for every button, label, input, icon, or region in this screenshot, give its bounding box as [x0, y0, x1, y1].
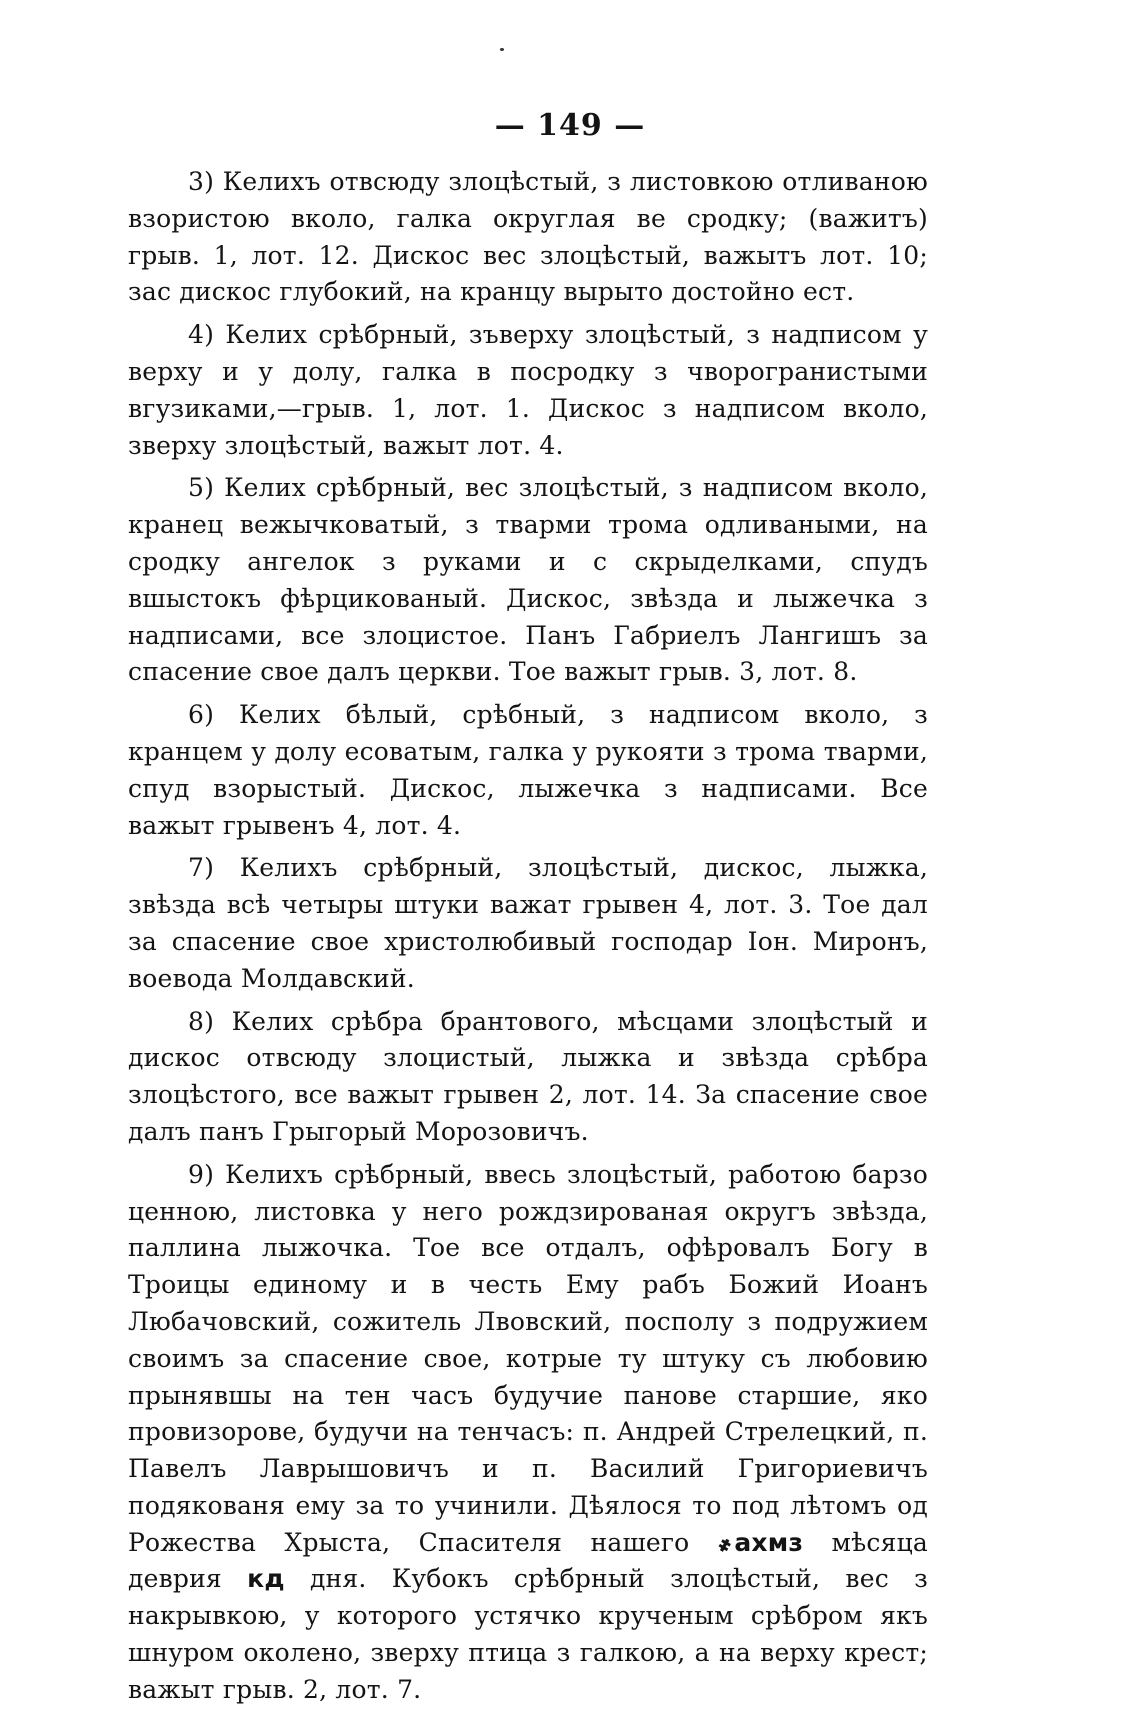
entry-9-day-numerals: кд — [247, 1564, 285, 1594]
print-speck — [500, 48, 504, 51]
entry-7: 7) Келихъ срѣбрный, злоцѣстый, дискос, лыжка, звѣзда всѣ четыры штуки важат грывен 4, лот. 3. Тое дал за спасение свое христолюбивый господар Іон. Миронъ, воевода Молдавский. — [128, 853, 928, 993]
entry-9-text-before: 9) Келихъ срѣбрный, ввесь злоцѣстый, работою барзо ценною, листовка у него рождзированая округъ звѣзда, паллина лыжочка. Тое все отдалъ, офѣровалъ Богу в Троицы единому и в честь Ему рабъ Божий Иоанъ Любачовский, сожитель Лвовский, посполу з подружием своимъ за спасение свое, котрые ту штуку съ любовию прынявшы на тен часъ будучие панове старшие, яко провизорове, будучи на тенчасъ: п. Андрей Стрелецкий, п. Павелъ Лаврышовичъ и п. Василий Григориевичъ подякованя ему за то учинили. Дѣялося то под лѣтомъ од Рожества Хрыста, Спасителя нашего — [128, 1159, 928, 1557]
entry-3: 3) Келихъ отвсюду злоцѣстый, з листовкою отливаною взористою вколо, галка округлая ве сродку; (важитъ) грыв. 1, лот. 12. Дискос вес злоцѣстый, важытъ лот. 10; зас дискос глубокий, на кранцу вырыто достойно ест. — [128, 167, 928, 307]
entry-8: 8) Келих срѣбра брантового, мѣсцами злоцѣстый и дискос отвсюду злоцистый, лыжка и звѣзда срѣбра злоцѣстого, все важыт грывен 2, лот. 14. За спасение свое далъ панъ Грыгорый Морозовичъ. — [128, 1006, 928, 1146]
entry-4: 4) Келих срѣбрный, зъверху злоцѣстый, з надписом у верху и у долу, галка в посродку з чворогранистыми вгузиками,—грыв. 1, лот. 1. Дискос з надписом вколо, зверху злоцѣстый, важыт лот. 4. — [128, 320, 928, 460]
entry-9-text-middle: мѣсяца деврия — [128, 1527, 928, 1594]
entry-9 — [128, 1157, 928, 1709]
entry-6: 6) Келих бѣлый, срѣбный, з надписом вколо, з кранцем у долу есоватым, галка у рукояти з трома тварми, спуд взорыстый. Дискос, лыжечка з надписами. Все важыт грывенъ 4, лот. 4. — [128, 700, 928, 840]
entry-5: 5) Келих срѣбрный, вес злоцѣстый, з надписом вколо, кранец вежычковатый, з тварми трома одливаными, на сродку ангелок з руками и с скрыделками, спудъ вшыстокъ фѣрцикованый. Дискос, звѣзда и лыжечка з надписами, все злоцистое. Панъ Габриелъ Лангишъ за спасение свое далъ церкви. Тое важыт грыв. 3, лот. 8. — [128, 473, 928, 687]
entry-9-year-numerals: ҂ахмз — [717, 1527, 804, 1557]
entry-9-text-after: дня. Кубокъ срѣбрный злоцѣстый, вес з накрывкою, у которого устячко крученым срѣбром якъ шнуром околено, зверху птица з галкою, а на верху крест; важыт грыв. 2, лот. 7. — [128, 1564, 928, 1704]
page-number: — 149 — — [494, 108, 646, 143]
inventory-text — [128, 164, 928, 1715]
